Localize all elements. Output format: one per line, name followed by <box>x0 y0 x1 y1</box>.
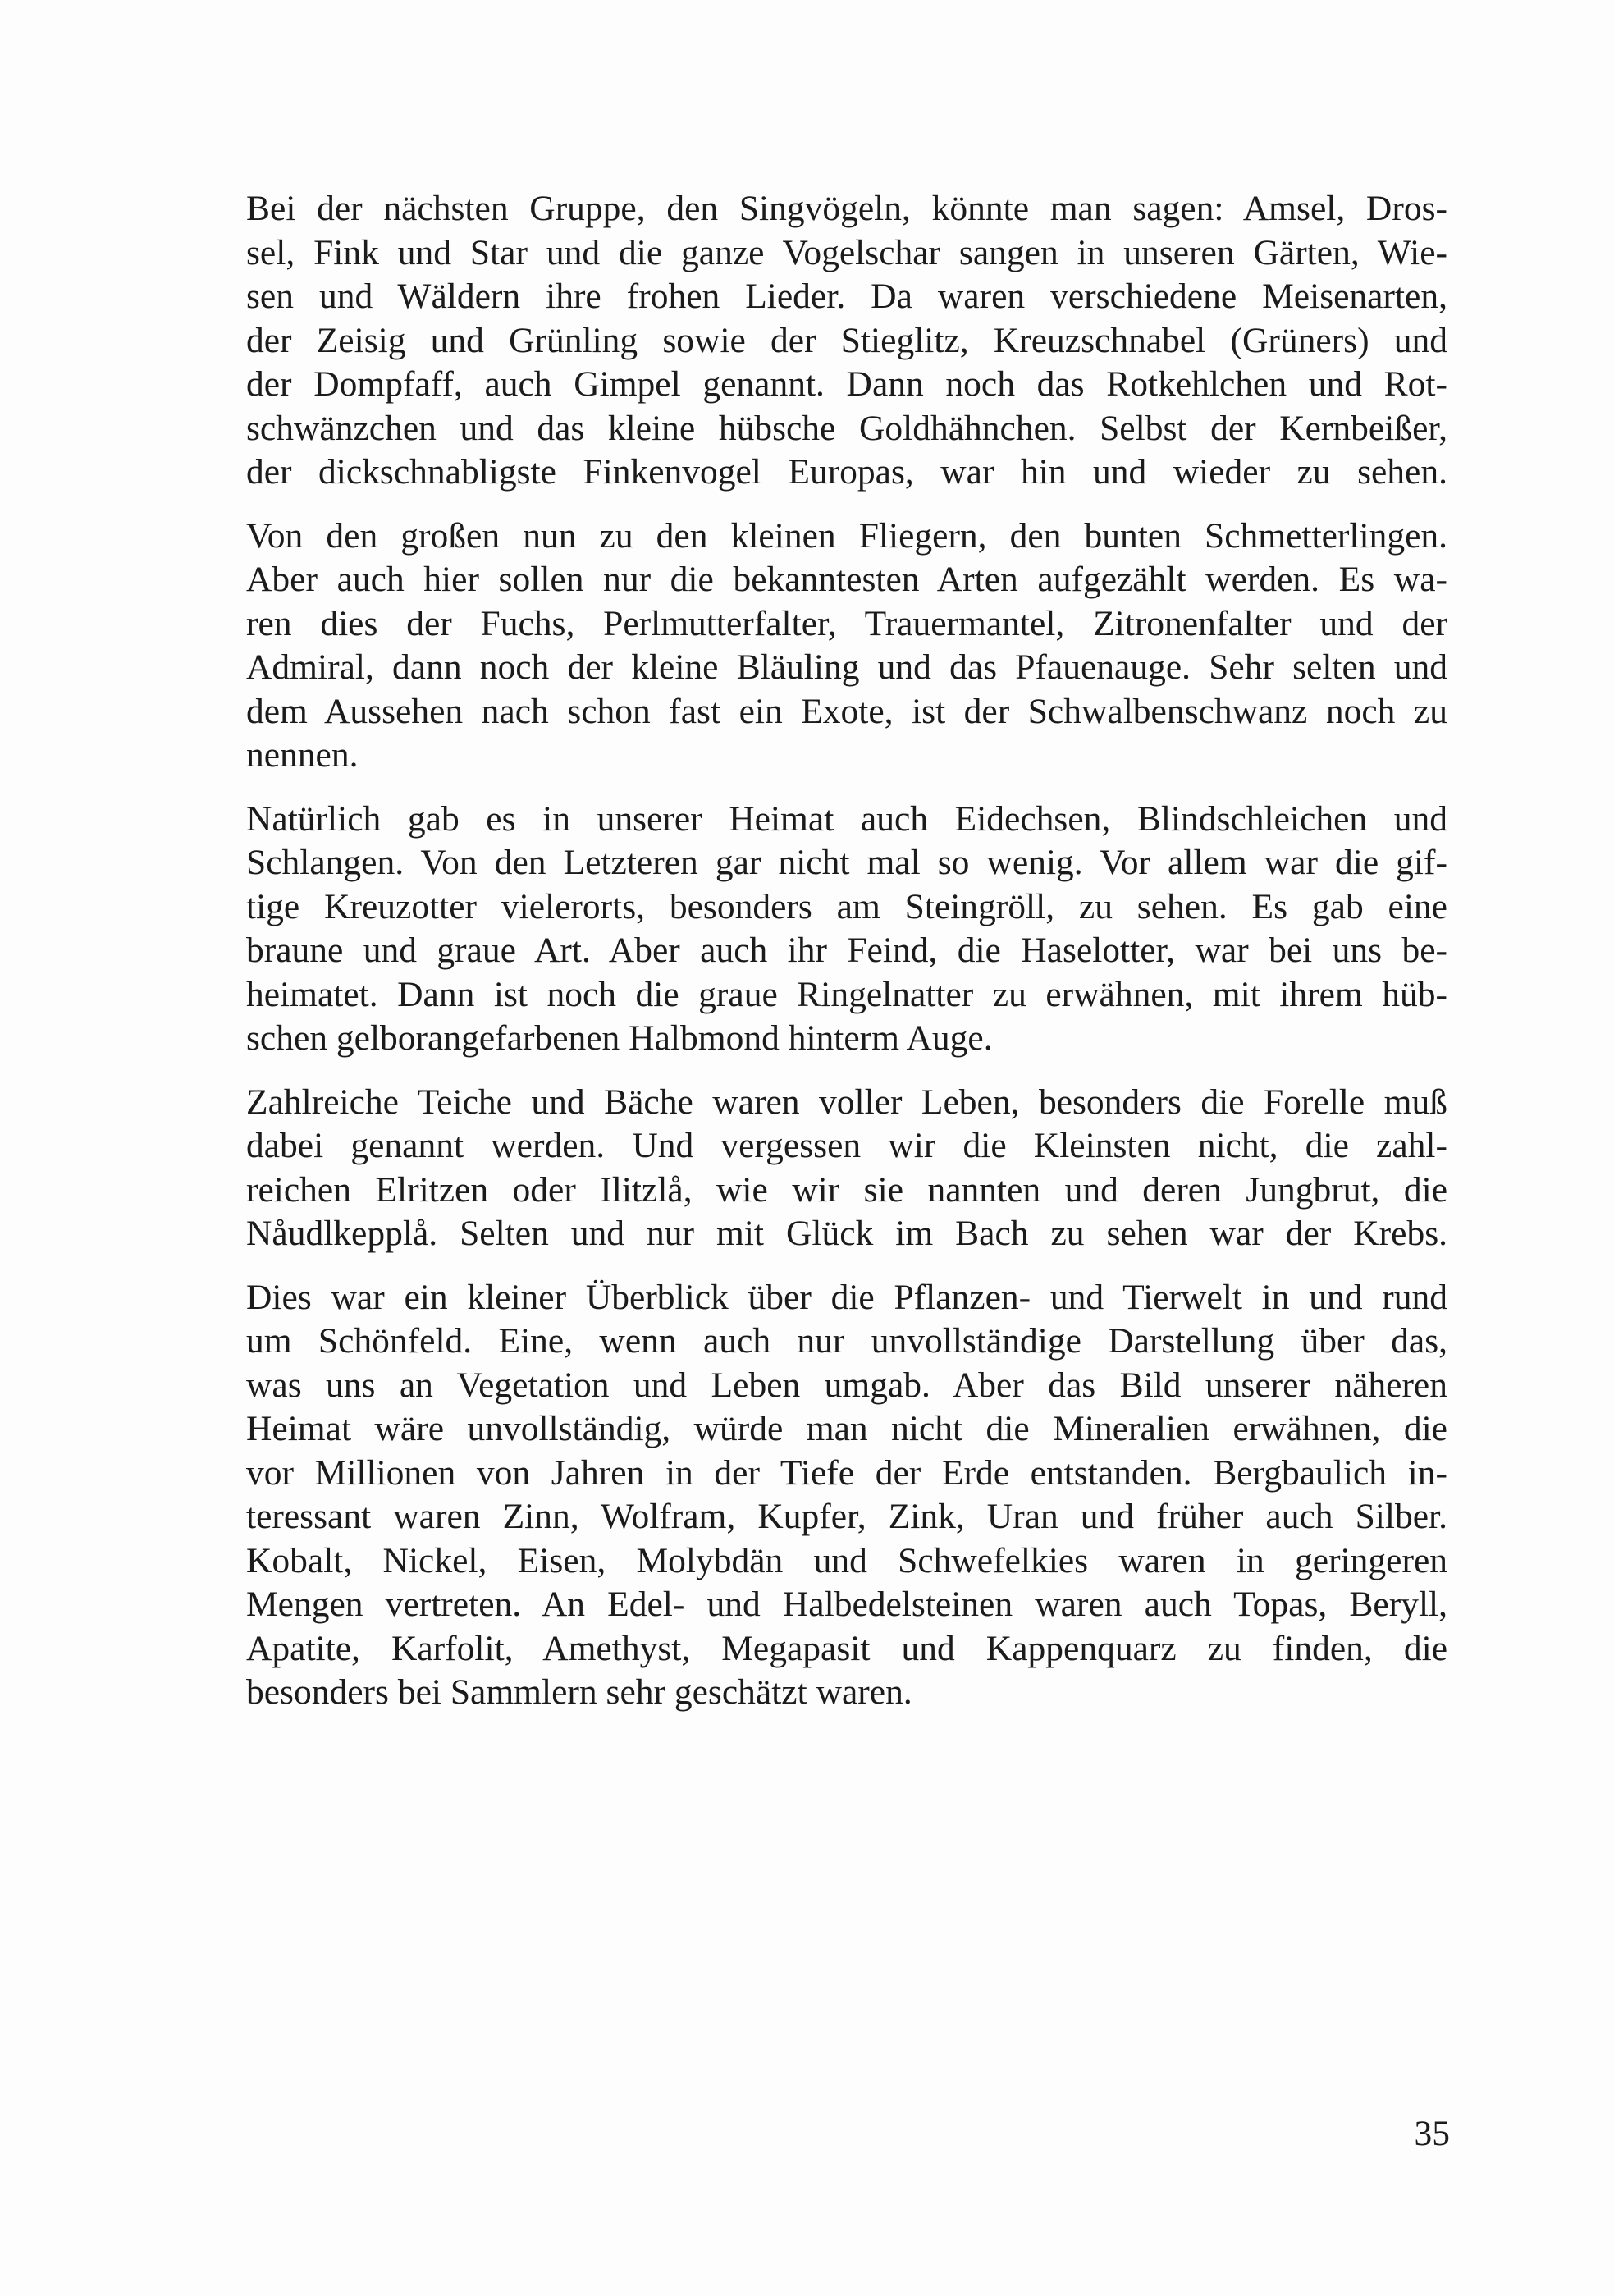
text-line: dem Aussehen nach schon fast ein Exote, ist der Schwalbenschwanz noch zu <box>246 691 1447 731</box>
paragraph-minerals <box>246 1276 1447 1715</box>
text-line: Dies war ein kleiner Überblick über die Pflanzen- und Tierwelt in und rund <box>246 1277 1447 1317</box>
text-line: Kobalt, Nickel, Eisen, Molybdän und Schwefelkies waren in geringeren <box>246 1540 1447 1580</box>
text-line: Admiral, dann noch der kleine Bläuling und das Pfauenauge. Sehr selten und <box>246 647 1447 687</box>
text-line: tige Kreuzotter vielerorts, besonders am Steingröll, zu sehen. Es gab eine <box>246 886 1447 926</box>
text-line: Aber auch hier sollen nur die bekanntesten Arten aufgezählt werden. Es wa- <box>246 560 1447 599</box>
text-line: vor Millionen von Jahren in der Tiefe der Erde entstanden. Bergbaulich in- <box>246 1452 1447 1493</box>
text-line: Von den großen nun zu den kleinen Fliegern, den bunten Schmetterlingen. <box>246 515 1447 556</box>
text-line: schen gelborangefarbenen Halbmond hinterm Auge. <box>246 1018 993 1058</box>
text-line: sen und Wäldern ihre frohen Lieder. Da waren verschiedene Meisenarten, <box>246 277 1447 316</box>
text-line: reichen Elritzen oder Ilitzlå, wie wir sie nannten und deren Jungbrut, die <box>246 1169 1447 1210</box>
paragraph-songbirds <box>246 187 1447 495</box>
text-line: Schlangen. Von den Letzteren gar nicht mal so wenig. Vor allem war die gif- <box>246 843 1447 882</box>
text-line: der Dompfaff, auch Gimpel genannt. Dann noch das Rotkehlchen und Rot- <box>246 364 1447 404</box>
body-text <box>246 187 1447 1735</box>
text-line: sel, Fink und Star und die ganze Vogelschar sangen in unseren Gärten, Wie- <box>246 232 1447 272</box>
text-line: Nåudlkepplå. Selten und nur mit Glück im Bach zu sehen war der Krebs. <box>246 1214 1447 1253</box>
text-line: ren dies der Fuchs, Perlmutterfalter, Trauermantel, Zitronenfalter und der <box>246 603 1447 643</box>
text-line: Apatite, Karfolit, Amethyst, Megapasit und Kappenquarz zu finden, die <box>246 1628 1447 1668</box>
text-line: heimatet. Dann ist noch die graue Ringelnatter zu erwähnen, mit ihrem hüb- <box>246 974 1447 1014</box>
text-line: der Zeisig und Grünling sowie der Stieglitz, Kreuzschnabel (Grüners) und <box>246 320 1447 360</box>
paragraph-butterflies <box>246 515 1447 778</box>
paragraph-reptiles <box>246 798 1447 1061</box>
text-line: um Schönfeld. Eine, wenn auch nur unvollständige Darstellung über das, <box>246 1321 1447 1361</box>
text-line: Mengen vertreten. An Edel- und Halbedelsteinen waren auch Topas, Beryll, <box>246 1585 1447 1624</box>
text-line: der dickschnabligste Finkenvogel Europas, war hin und wieder zu sehen. <box>246 452 1447 492</box>
text-line: teressant waren Zinn, Wolfram, Kupfer, Zink, Uran und früher auch Silber. <box>246 1497 1447 1536</box>
text-line: dabei genannt werden. Und vergessen wir die Kleinsten nicht, die zahl- <box>246 1126 1447 1165</box>
page-number: 35 <box>1414 2114 1450 2153</box>
text-line: schwänzchen und das kleine hübsche Goldhähnchen. Selbst der Kernbeißer, <box>246 408 1447 448</box>
text-line: Heimat wäre unvollständig, würde man nicht die Mineralien erwähnen, die <box>246 1409 1447 1448</box>
text-line: besonders bei Sammlern sehr geschätzt waren. <box>246 1672 912 1712</box>
text-line: Bei der nächsten Gruppe, den Singvögeln, könnte man sagen: Amsel, Dros- <box>246 189 1447 228</box>
text-line: Zahlreiche Teiche und Bäche waren voller Leben, besonders die Forelle muß <box>246 1082 1447 1122</box>
text-line: braune und graue Art. Aber auch ihr Feind, die Haselotter, war bei uns be- <box>246 931 1447 970</box>
text-line: was uns an Vegetation und Leben umgab. Aber das Bild unserer näheren <box>246 1365 1447 1405</box>
paragraph-fish <box>246 1081 1447 1256</box>
text-line: Natürlich gab es in unserer Heimat auch Eidechsen, Blindschleichen und <box>246 798 1447 839</box>
text-line: nennen. <box>246 735 359 775</box>
